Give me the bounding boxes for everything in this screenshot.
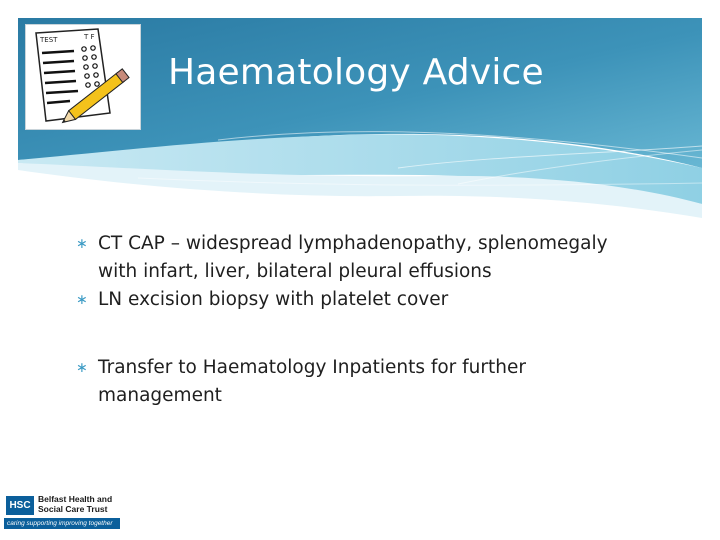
- list-item: [76, 286, 636, 314]
- trust-name: [38, 494, 112, 514]
- test-sheet-pencil-icon: [25, 24, 141, 130]
- test-header-right: T F: [84, 33, 95, 41]
- bullet-icon: ∗: [76, 236, 88, 252]
- bullet-text: LN excision biopsy with platelet cover: [98, 289, 449, 310]
- trust-name-line2: Social Care Trust: [38, 504, 108, 514]
- list-item: [76, 230, 636, 286]
- hsc-badge: HSC: [6, 496, 34, 515]
- slide-title: Haematology Advice: [168, 52, 544, 93]
- trust-logo: [4, 492, 120, 530]
- bullet-icon: ∗: [76, 360, 88, 376]
- list-item: [76, 354, 636, 410]
- trust-tagline: caring supporting improving together: [4, 518, 120, 529]
- trust-name-line1: Belfast Health and: [38, 494, 113, 504]
- bullet-icon: ∗: [76, 292, 88, 308]
- bullet-list: [76, 230, 636, 410]
- bullet-text: Transfer to Haematology Inpatients for further management: [98, 357, 526, 406]
- bullet-text: CT CAP – widespread lymphadenopathy, splenomegaly with infart, liver, bilateral pleural effusions: [98, 233, 608, 282]
- test-header-left: TEST: [40, 36, 58, 44]
